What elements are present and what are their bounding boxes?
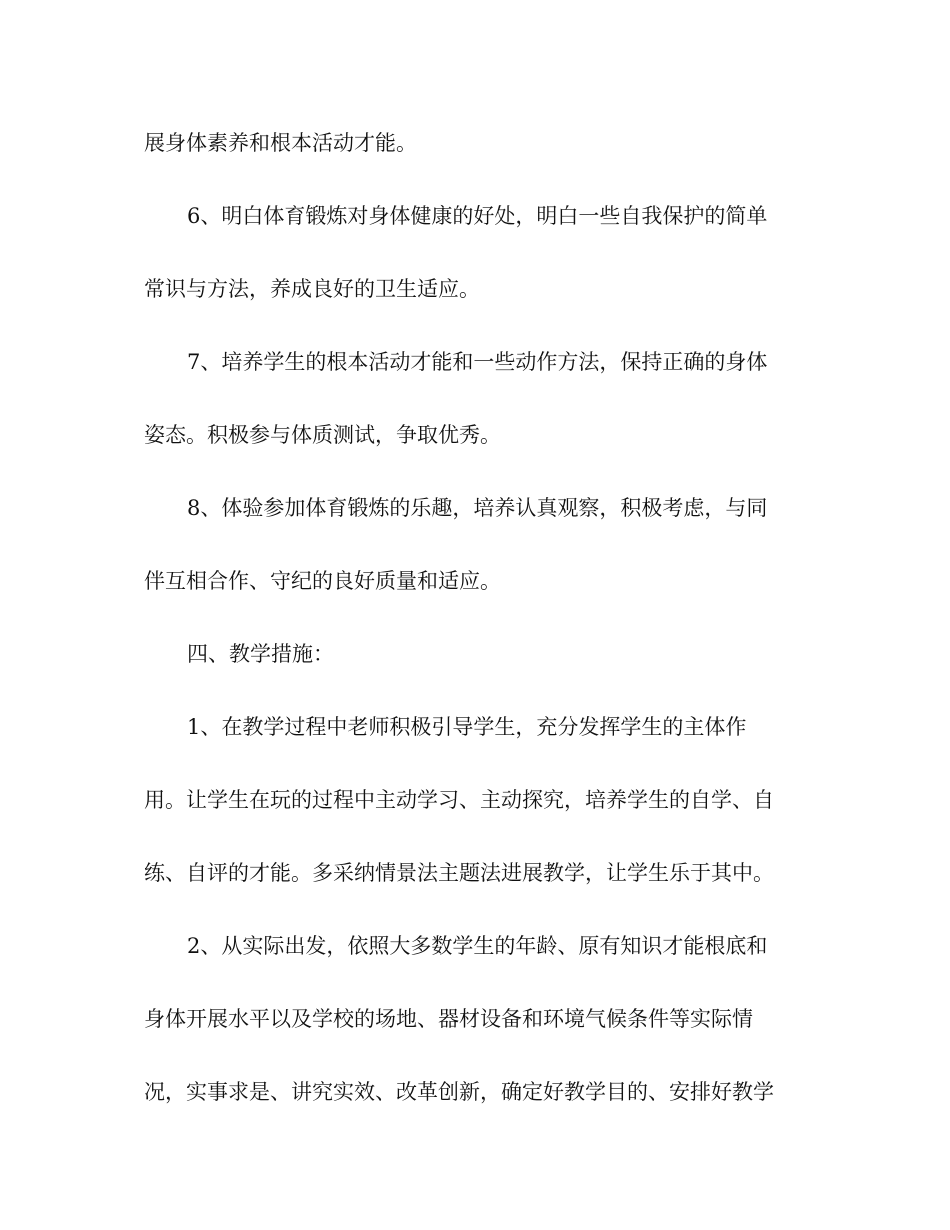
body-text-line: 练、自评的才能。多采纳情景法主题法进展教学，让学生乐于其中。 <box>144 861 774 885</box>
list-item-6-text: 6、明白体育锻炼对身体健康的好处，明白一些自我保护的简单 <box>187 204 768 228</box>
body-text-line: 常识与方法，养成良好的卫生适应。 <box>144 277 480 301</box>
body-text-line: 展身体素养和根本活动才能。 <box>144 131 417 155</box>
list-item-8-text: 8、体验参加体育锻炼的乐趣，培养认真观察，积极考虑，与同 <box>187 496 768 520</box>
body-text-line: 身体开展水平以及学校的场地、器材设备和环境气候条件等实际情 <box>144 1007 753 1031</box>
measure-item-2-text: 2、从实际出发，依照大多数学生的年龄、原有知识才能根底和 <box>187 934 768 958</box>
list-item-7-text: 7、培养学生的根本活动才能和一些动作方法，保持正确的身体 <box>187 350 768 374</box>
body-text-line: 姿态。积极参与体质测试，争取优秀。 <box>144 423 501 447</box>
body-text-line: 用。让学生在玩的过程中主动学习、主动探究，培养学生的自学、自 <box>144 788 774 812</box>
body-text-line: 况，实事求是、讲究实效、改革创新，确定好教学目的、安排好教学 <box>144 1080 774 1104</box>
measure-item-1-text: 1、在教学过程中老师积极引导学生，充分发挥学生的主体作 <box>187 715 747 739</box>
section-heading: 四、教学措施： <box>187 642 334 666</box>
body-text-line: 伴互相合作、守纪的良好质量和适应。 <box>144 569 501 593</box>
